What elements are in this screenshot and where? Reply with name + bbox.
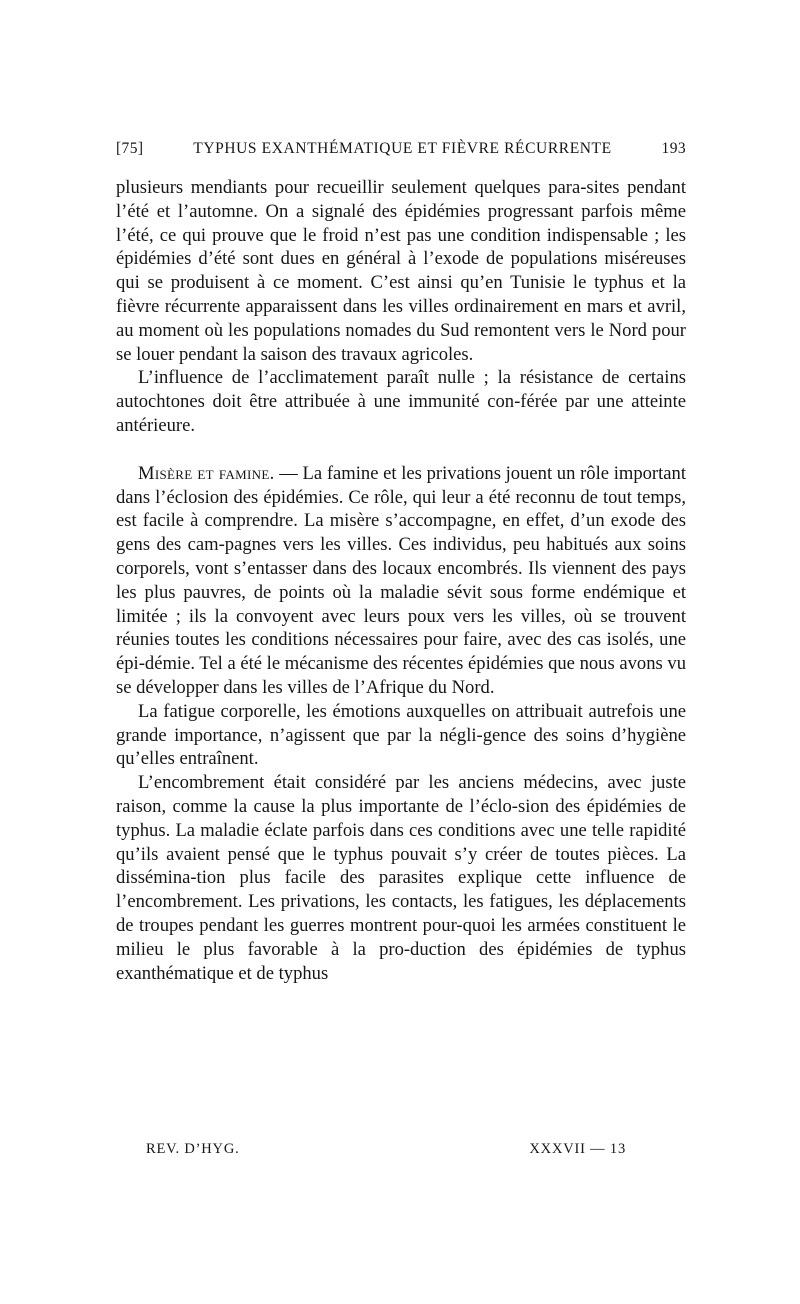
- section-gap: [116, 438, 686, 462]
- page: [116, 140, 686, 985]
- page-number: 193: [661, 140, 686, 157]
- running-head: [116, 140, 686, 168]
- section-first-paragraph-text: La famine et les privations jouent un rôle important dans l’éclosion des épidémies. Ce rôle, qui leur a été reconnu de tout temps, est facile à comprendre. La misère s’accompagne, en effet, d’un exode des gens des cam-pagnes vers les villes. Ces individus, peu habitués aux soins corporels, vont s’entasser dans des locaux encombrés. Ils viennent des pays les plus pauvres, de points où la maladie sévit sous forme endémique et limitée ; ils la convoyent avec leurs poux vers les villes, où se trouvent réunies toutes les conditions nécessaires pour faire, avec des cas isolés, une épi-démie. Tel a été le mécanisme des récentes épidémies que nous avons vu se développer dans les villes de l’Afrique du Nord.: [116, 462, 686, 698]
- section-number: [75]: [116, 140, 144, 157]
- section-dash: —: [274, 462, 303, 484]
- body-text: [116, 176, 686, 985]
- running-title: TYPHUS EXANTHÉMATIQUE ET FIÈVRE RÉCURRENTE: [193, 140, 612, 157]
- section-first-paragraph: [116, 462, 686, 700]
- paragraph-continued: plusieurs mendiants pour recueillir seulement quelques para-sites pendant l’été et l’automne. On a signalé des épidémies progressant parfois même l’été, ce qui prouve que le froid n’est pas une condition indispensable ; les épidémies d’été sont dues en général à l’exode de populations miséreuses qui se produisent à ce moment. C’est ainsi qu’en Tunisie le typhus et la fièvre récurrente apparaissent dans les villes ordinairement en mars et avril, au moment où les populations nomades du Sud remontent vers le Nord pour se louer pendant la saison des travaux agricoles.: [116, 177, 686, 365]
- page-footer: [146, 1141, 626, 1158]
- paragraph-encombrement: L’encombrement était considéré par les anciens médecins, avec juste raison, comme la cause la plus importante de l’éclo-sion des épidémies de typhus. La maladie éclate parfois dans ces conditions avec une telle rapidité qu’ils avaient pensé que le typhus pouvait s’y créer de toutes pièces. La dissémina-tion plus facile des parasites explique cette influence de l’encombrement. Les privations, les contacts, les fatigues, les déplacements de troupes pendant les guerres montrent pour-quoi les armées constituent le milieu le plus favorable à la pro-duction des épidémies de typhus exanthématique et de typhus: [116, 772, 686, 984]
- footer-volume: XXXVII — 13: [529, 1141, 626, 1157]
- footer-journal: REV. D’HYG.: [146, 1141, 240, 1157]
- paragraph-acclimatement: L’influence de l’acclimatement paraît nulle ; la résistance de certains autochtones doit être attribuée à une immunité con-férée par une atteinte antérieure.: [116, 367, 686, 436]
- paragraph-fatigue: La fatigue corporelle, les émotions auxquelles on attribuait autrefois une grande importance, n’agissent que par la négli-gence des soins d’hygiène qu’elles entraînent.: [116, 700, 686, 770]
- section-heading: Misère et famine.: [138, 462, 275, 484]
